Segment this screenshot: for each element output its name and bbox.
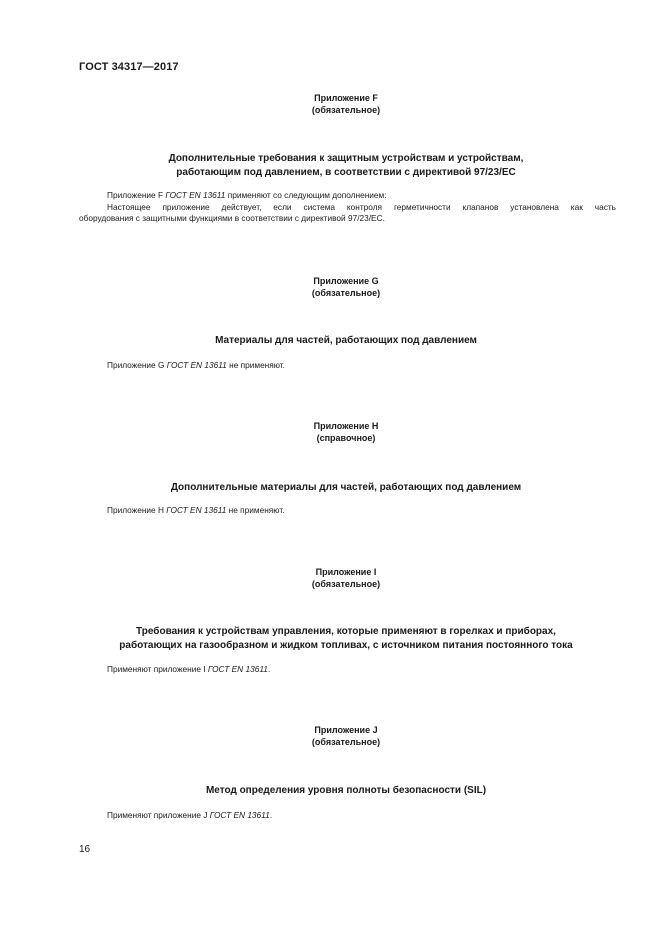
annex-f-text — [79, 190, 616, 225]
annex-i-title — [0, 625, 661, 652]
annex-j-heading — [0, 724, 661, 748]
annex-j-status: (обязательное) — [311, 737, 381, 747]
annex-f-p1-tail: применяют со следующим дополнением: — [225, 190, 387, 200]
annex-f-label: Приложение F — [314, 93, 378, 103]
annex-h-p1-tail: не применяют. — [226, 505, 285, 515]
annex-j-title-text: Метод определения уровня полноты безопасности (SIL) — [205, 785, 487, 796]
annex-h-label: Приложение H — [313, 421, 379, 431]
annex-j-paragraph-1 — [79, 810, 616, 822]
document-header: ГОСТ 34317—2017 — [79, 61, 179, 73]
annex-j-p1-tail: . — [269, 810, 273, 820]
annex-i-p1-ref: ГОСТ EN 13611 — [207, 664, 268, 674]
annex-i-title-line1: Требования к устройствам управления, которые применяют в горелках и приборах, — [136, 626, 556, 637]
annex-j-p1-ref: ГОСТ EN 13611 — [209, 810, 270, 820]
annex-i-text — [79, 664, 616, 676]
annex-i-label: Приложение I — [315, 567, 377, 577]
annex-f-paragraph-2-line2: оборудования с защитными функциями в соответствии с директивой 97/23/EC. — [79, 213, 385, 223]
page-number: 16 — [79, 844, 91, 855]
annex-h-text — [79, 505, 616, 517]
annex-g-title — [0, 334, 661, 348]
annex-i-paragraph-1 — [79, 664, 616, 676]
annex-f-title-line1: Дополнительные требования к защитным устройствам и устройствам, — [168, 153, 524, 164]
annex-i-p1-text: Применяют приложение I — [107, 664, 208, 674]
annex-j-title — [0, 784, 661, 798]
annex-h-title — [0, 481, 661, 495]
annex-h-title-text: Дополнительные материалы для частей, работающих под давлением — [170, 482, 522, 493]
annex-j-text — [79, 810, 616, 822]
annex-f-title — [0, 152, 661, 179]
annex-h-heading — [0, 420, 661, 444]
annex-g-p1-tail: не применяют. — [226, 360, 285, 370]
annex-i-heading — [0, 566, 661, 590]
annex-h-p1-ref: ГОСТ EN 13611 — [166, 505, 227, 515]
annex-f-status: (обязательное) — [311, 105, 381, 115]
annex-g-text — [79, 360, 616, 372]
annex-f-heading — [0, 92, 661, 116]
annex-i-p1-tail: . — [267, 664, 271, 674]
annex-j-label: Приложение J — [314, 725, 378, 735]
annex-i-title-line2: работающих на газообразном и жидком топливах, с источником питания постоянного тока — [119, 639, 573, 651]
annex-g-heading — [0, 275, 661, 299]
annex-h-status: (справочное) — [316, 433, 376, 443]
annex-h-p1-text: Приложение H — [107, 505, 167, 515]
annex-g-label: Приложение G — [313, 276, 379, 286]
annex-i-status: (обязательное) — [311, 579, 381, 589]
annex-g-title-text: Материалы для частей, работающих под давлением — [215, 335, 477, 346]
annex-f-paragraph-2-line1: Настоящее приложение действует, если система контроля герметичности клапанов установлена как часть — [107, 201, 616, 212]
annex-f-p1-ref: ГОСТ EN 13611 — [165, 190, 226, 200]
annex-g-paragraph-1 — [79, 360, 616, 372]
annex-g-status: (обязательное) — [311, 288, 381, 298]
annex-g-p1-text: Приложение G — [107, 360, 167, 370]
annex-j-p1-text: Применяют приложение J — [107, 810, 210, 820]
annex-f-p1-text: Приложение F — [107, 190, 166, 200]
annex-f-title-line2: работающим под давлением, в соответствии с директивой 97/23/EC — [176, 166, 516, 178]
annex-h-paragraph-1 — [79, 505, 616, 517]
annex-g-p1-ref: ГОСТ EN 13611 — [166, 360, 227, 370]
annex-f-paragraph-1 — [79, 190, 616, 202]
